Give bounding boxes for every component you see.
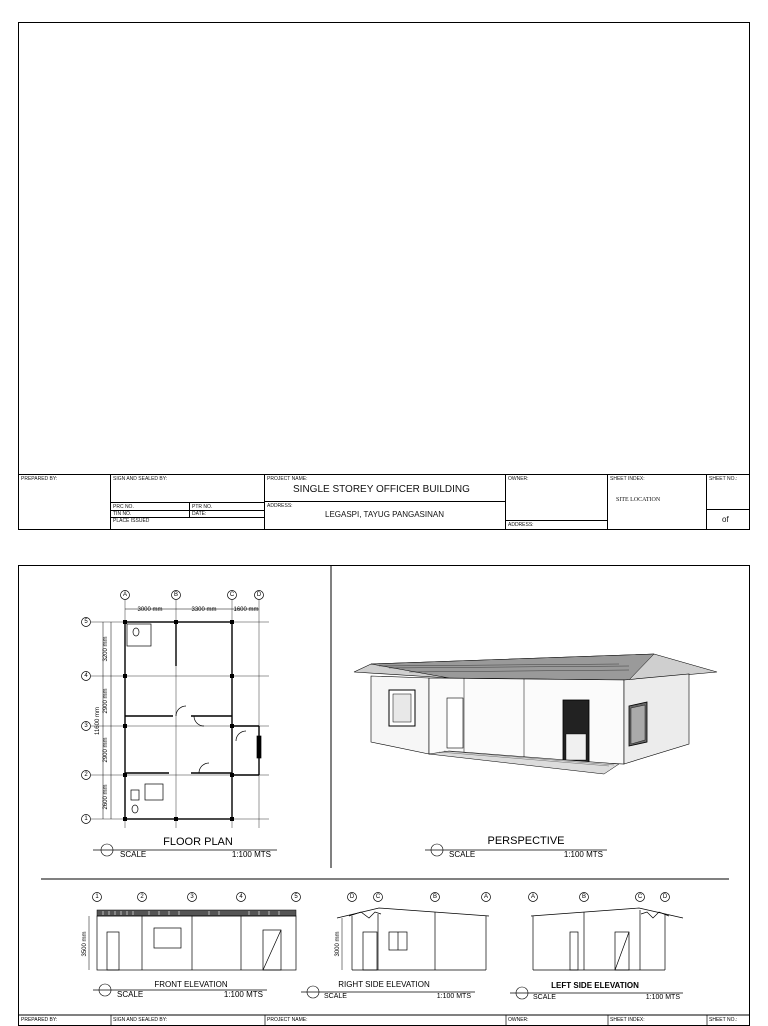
left-elevation-title: LEFT SIDE ELEVATION — [551, 981, 639, 990]
grid-bubble-5: 5 — [84, 619, 88, 625]
grid-bubble-3: 3 — [84, 723, 88, 729]
right-side-elevation — [301, 893, 491, 1001]
front-grid-5: 5 — [294, 894, 298, 900]
floor-plan-scale-value: 1:100 MTS — [231, 850, 271, 859]
drawings-svg — [19, 566, 749, 1025]
project-cell — [265, 475, 506, 529]
perspective-scale-value: 1:100 MTS — [563, 850, 603, 859]
front-scale-value: 1:100 MTS — [223, 990, 263, 999]
prepared-by-label-2: PREPARED BY: — [21, 1017, 58, 1023]
right-height-dim: 3000 mm — [335, 931, 341, 957]
prepared-by-cell — [19, 475, 111, 529]
floor-plan-scale-label: SCALE — [120, 850, 147, 859]
grid-bubble-4: 4 — [84, 673, 88, 679]
right-scale-label: SCALE — [324, 993, 347, 1000]
right-grid-c: C — [375, 894, 381, 900]
floor-plan-grid-numbers — [82, 618, 91, 824]
left-side-elevation — [510, 893, 683, 1002]
right-grid-b: B — [432, 894, 438, 900]
grid-bubble-1: 1 — [84, 816, 88, 822]
dim-x-3: 1600 mm — [233, 607, 259, 613]
date-label: DATE: — [192, 511, 207, 517]
floor-plan-title: FLOOR PLAN — [163, 836, 233, 848]
dim-y-total: 11600 mm — [95, 707, 101, 735]
perspective-drawing — [354, 654, 717, 859]
dim-y-2: 2900 mm — [103, 688, 109, 714]
sign-sealed-cell — [111, 475, 265, 529]
drawing-sheet-2 — [18, 565, 750, 1026]
front-grid-2: 2 — [140, 894, 144, 900]
front-grid-3: 3 — [190, 894, 194, 900]
sheet-no-cell — [707, 475, 749, 529]
address-label: ADDRESS: — [267, 503, 293, 509]
sheet-index-cell — [608, 475, 707, 529]
project-name: SINGLE STOREY OFFICER BUILDING — [293, 484, 470, 495]
owner-cell — [506, 475, 608, 529]
right-scale-value: 1:100 MTS — [436, 993, 471, 1000]
sheet-of: of — [722, 515, 729, 524]
left-grid-b: B — [581, 894, 587, 900]
sheet-no-label: SHEET NO.: — [709, 476, 738, 482]
front-height-dim: 3500 mm — [82, 931, 88, 957]
dim-x-2: 3300 mm — [191, 607, 217, 613]
sheet-index-label: SHEET INDEX: — [610, 476, 645, 482]
grid-bubble-c: C — [229, 592, 235, 598]
left-scale-value: 1:100 MTS — [645, 994, 680, 1001]
project-name-label-2: PROJECT NAME: — [267, 1017, 308, 1023]
right-elevation-title: RIGHT SIDE ELEVATION — [338, 980, 430, 989]
ptr-label: PTR NO. — [192, 504, 213, 510]
prepared-by-label: PREPARED BY: — [21, 476, 58, 482]
perspective-scale-label: SCALE — [449, 850, 476, 859]
grid-bubble-d: D — [256, 592, 262, 598]
perspective-title: PERSPECTIVE — [487, 835, 565, 847]
sign-sealed-label-2: SIGN AND SEALED BY: — [113, 1017, 168, 1023]
dim-x-1: 3000 mm — [137, 607, 163, 613]
grid-bubble-a: A — [122, 592, 128, 598]
left-grid-c: C — [637, 894, 643, 900]
dim-y-4: 2600 mm — [103, 784, 109, 810]
front-scale-label: SCALE — [117, 990, 144, 999]
front-elevation-title: FRONT ELEVATION — [154, 980, 228, 989]
left-grid-a: A — [530, 894, 536, 900]
address-value: LEGASPI, TAYUG PANGASINAN — [325, 510, 444, 519]
sheet-no-label-2: SHEET NO.: — [709, 1017, 738, 1023]
title-block — [19, 475, 749, 529]
place-issued-label: PLACE ISSUED — [113, 518, 150, 524]
owner-label: OWNER: — [508, 476, 529, 482]
blank-drawing-area — [19, 23, 749, 475]
drawing-sheet-1 — [18, 22, 750, 530]
grid-bubble-2: 2 — [84, 772, 88, 778]
sign-sealed-label: SIGN AND SEALED BY: — [113, 476, 168, 482]
owner-label-2: OWNER: — [508, 1017, 529, 1023]
front-elevation — [82, 893, 301, 1000]
project-name-label: PROJECT NAME: — [267, 476, 308, 482]
dim-y-1: 3200 mm — [103, 636, 109, 662]
front-grid-1: 1 — [95, 894, 99, 900]
front-grid-4: 4 — [239, 894, 243, 900]
owner-address-label: ADDRESS: — [508, 522, 534, 528]
tin-label: TIN NO. — [113, 511, 132, 517]
floor-plan-grid-letters — [121, 591, 264, 600]
left-grid-d: D — [662, 894, 668, 900]
right-grid-a: A — [483, 894, 489, 900]
sheet-index-value: SITE LOCATION — [616, 497, 661, 503]
grid-bubble-b: B — [173, 592, 179, 598]
floor-plan — [82, 591, 278, 860]
sheet-index-label-2: SHEET INDEX: — [610, 1017, 645, 1023]
right-grid-d: D — [349, 894, 355, 900]
prc-label: PRC NO. — [113, 504, 134, 510]
left-scale-label: SCALE — [533, 994, 556, 1001]
dim-y-3: 2900 mm — [103, 737, 109, 763]
